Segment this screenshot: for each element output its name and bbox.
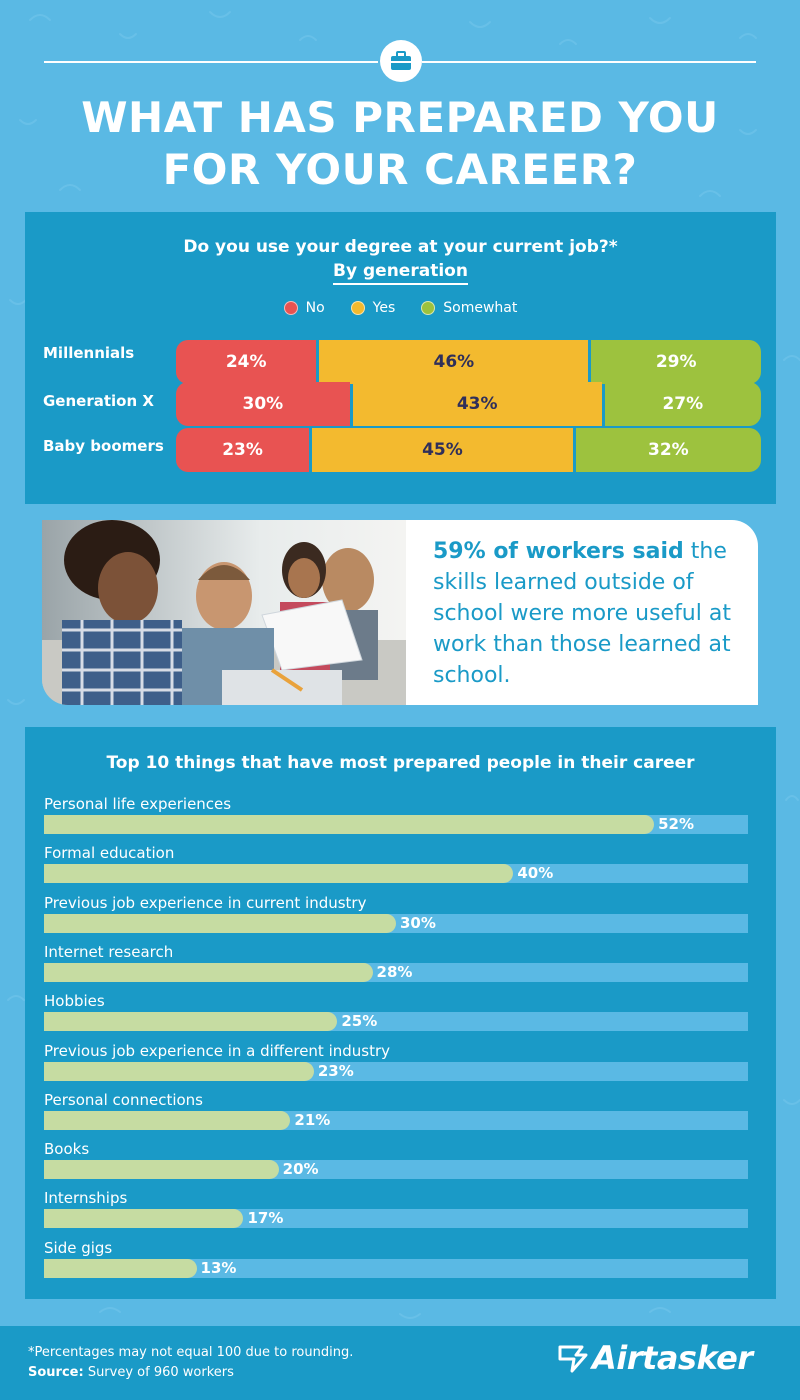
chart1-subtitle: By generation bbox=[333, 261, 468, 285]
legend-item-yes bbox=[351, 300, 396, 316]
header-rule-left bbox=[44, 61, 378, 63]
bar-segment-millennials-no: 24% bbox=[176, 340, 316, 384]
top10-label-5: Hobbies bbox=[44, 992, 105, 1011]
footer bbox=[0, 1326, 800, 1400]
airtasker-logo bbox=[556, 1340, 753, 1376]
top10-label-7: Personal connections bbox=[44, 1090, 203, 1109]
chart1-legend bbox=[25, 300, 776, 316]
top10-bar-6 bbox=[44, 1062, 314, 1081]
top10-row-7 bbox=[44, 1090, 748, 1130]
row-label-generation-x: Generation X bbox=[43, 392, 154, 410]
bar-segment-baby-boomers-no: 23% bbox=[176, 428, 309, 472]
top10-label-6: Previous job experience in a different industry bbox=[44, 1041, 391, 1060]
page-title bbox=[0, 92, 800, 196]
top10-track-10 bbox=[44, 1259, 748, 1278]
top10-track-2 bbox=[44, 864, 748, 883]
legend-swatch-no bbox=[284, 301, 298, 315]
bar-segment-generation-x-somewhat: 27% bbox=[605, 382, 761, 426]
top10-label-10: Side gigs bbox=[44, 1238, 113, 1257]
page-title-line1: WHAT HAS PREPARED YOU bbox=[81, 93, 719, 142]
footnote: *Percentages may not equal 100 due to rounding. bbox=[28, 1345, 354, 1360]
legend-swatch-yes bbox=[351, 301, 365, 315]
top10-value-4: 28% bbox=[376, 962, 413, 981]
top10-value-6: 23% bbox=[317, 1061, 354, 1080]
top10-row-2 bbox=[44, 843, 748, 883]
top10-row-8 bbox=[44, 1139, 748, 1179]
top10-bar-10 bbox=[44, 1259, 197, 1278]
top10-bar-5 bbox=[44, 1012, 337, 1031]
top10-row-9 bbox=[44, 1188, 748, 1228]
stacked-bar-millennials bbox=[176, 340, 761, 384]
top10-label-2: Formal education bbox=[44, 844, 175, 863]
briefcase-icon bbox=[380, 40, 422, 82]
page-title-line2: FOR YOUR CAREER? bbox=[162, 145, 638, 194]
callout-body: the skills learned outside of school were more useful at work than those learned at school. bbox=[433, 539, 731, 688]
top10-track-5 bbox=[44, 1012, 748, 1031]
source-line bbox=[28, 1364, 234, 1382]
top10-panel bbox=[25, 727, 776, 1299]
brand-name: Airtasker bbox=[592, 1339, 753, 1377]
top10-row-5 bbox=[44, 991, 748, 1031]
top10-track-6 bbox=[44, 1062, 748, 1081]
bar-segment-millennials-yes: 46% bbox=[319, 340, 588, 384]
legend-swatch-somewhat bbox=[421, 301, 435, 315]
top10-track-3 bbox=[44, 914, 748, 933]
degree-usage-panel bbox=[25, 212, 776, 504]
top10-track-8 bbox=[44, 1160, 748, 1179]
stacked-bar-generation-x bbox=[176, 382, 761, 426]
source-label: Source: bbox=[28, 1365, 84, 1380]
top10-bar-9 bbox=[44, 1209, 243, 1228]
top10-value-9: 17% bbox=[247, 1209, 284, 1228]
callout-text bbox=[433, 536, 743, 691]
legend-item-no bbox=[284, 300, 325, 316]
top10-label-4: Internet research bbox=[44, 942, 174, 961]
top10-bar-3 bbox=[44, 914, 396, 933]
top10-row-3 bbox=[44, 893, 748, 933]
chart2-title: Top 10 things that have most prepared people in their career bbox=[106, 753, 695, 773]
legend-label-yes: Yes bbox=[372, 300, 396, 316]
top10-track-4 bbox=[44, 963, 748, 982]
top10-value-3: 30% bbox=[400, 913, 436, 932]
bar-segment-baby-boomers-somewhat: 32% bbox=[576, 428, 761, 472]
top10-track-9 bbox=[44, 1209, 748, 1228]
header-rule-right bbox=[422, 61, 756, 63]
top10-row-1 bbox=[44, 794, 748, 834]
airtasker-mark-icon bbox=[556, 1343, 590, 1373]
bar-segment-millennials-somewhat: 29% bbox=[591, 340, 761, 384]
top10-value-2: 40% bbox=[517, 864, 554, 883]
callout-highlight: 59% of workers said bbox=[433, 539, 684, 564]
top10-track-1 bbox=[44, 815, 748, 834]
top10-bar-4 bbox=[44, 963, 373, 982]
top10-row-4 bbox=[44, 942, 748, 982]
top10-bar-1 bbox=[44, 815, 654, 834]
top10-value-10: 13% bbox=[200, 1258, 237, 1277]
legend-label-somewhat: Somewhat bbox=[443, 300, 518, 316]
top10-row-6 bbox=[44, 1041, 748, 1081]
top10-value-7: 21% bbox=[294, 1110, 331, 1129]
row-label-baby-boomers: Baby boomers bbox=[43, 437, 164, 455]
photo-callout-card bbox=[42, 520, 758, 705]
top10-label-8: Books bbox=[44, 1140, 90, 1159]
top10-track-7 bbox=[44, 1111, 748, 1130]
top10-value-8: 20% bbox=[282, 1160, 319, 1179]
stacked-bar-baby-boomers bbox=[176, 428, 761, 472]
bar-segment-generation-x-no: 30% bbox=[176, 382, 350, 426]
top10-bar-7 bbox=[44, 1111, 290, 1130]
top10-label-9: Internships bbox=[44, 1189, 128, 1208]
legend-item-somewhat bbox=[421, 300, 517, 316]
top10-label-3: Previous job experience in current industry bbox=[44, 893, 367, 912]
top10-row-10 bbox=[44, 1238, 748, 1278]
chart1-title: Do you use your degree at your current job?* bbox=[183, 237, 618, 257]
top10-label-1: Personal life experiences bbox=[44, 795, 232, 813]
top10-value-5: 25% bbox=[341, 1012, 378, 1031]
students-photo bbox=[42, 520, 406, 705]
top10-value-1: 52% bbox=[658, 815, 695, 833]
bar-segment-generation-x-yes: 43% bbox=[353, 382, 602, 426]
bar-segment-baby-boomers-yes: 45% bbox=[312, 428, 573, 472]
legend-label-no: No bbox=[305, 300, 325, 316]
top10-bar-8 bbox=[44, 1160, 279, 1179]
row-label-millennials: Millennials bbox=[43, 344, 135, 362]
top10-bar-2 bbox=[44, 864, 513, 883]
source-text: Survey of 960 workers bbox=[83, 1365, 234, 1380]
